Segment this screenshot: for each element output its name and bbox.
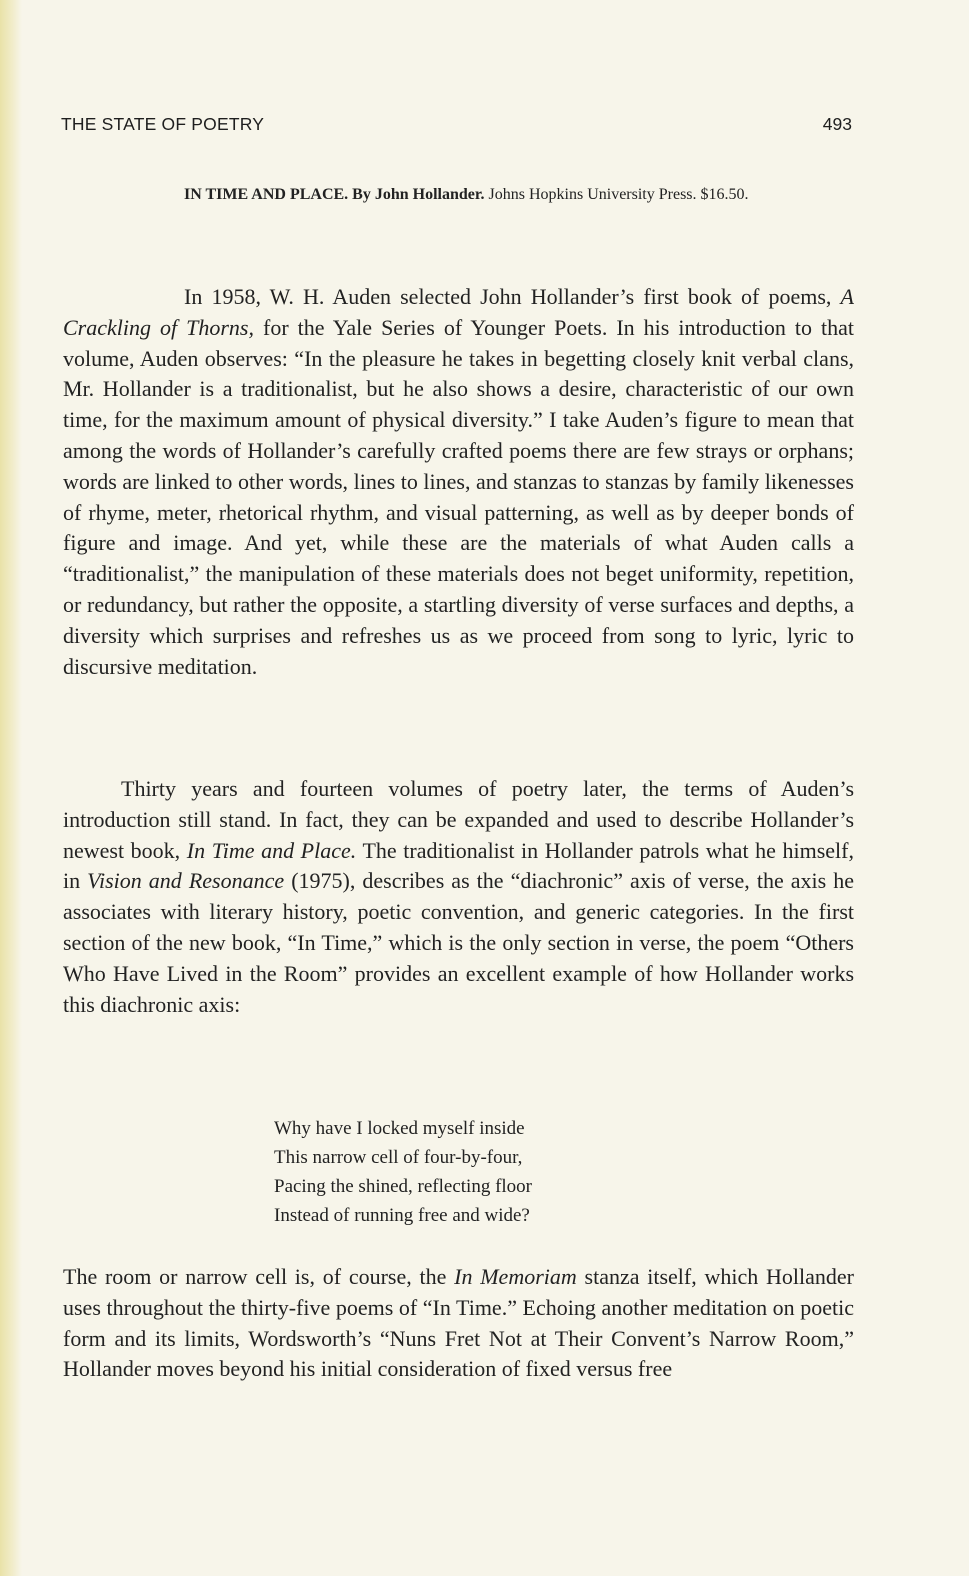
paragraph-text: The traditionalist in Hollander patrols what he himself, in — [63, 837, 854, 894]
book-title-italic: In Time and Place. — [186, 837, 357, 863]
poem-title-italic: In Memoriam — [454, 1264, 577, 1289]
verse-line: Instead of running free and wide? — [274, 1205, 530, 1226]
book-title: IN TIME AND PLACE. — [184, 186, 349, 203]
page-binding-edge — [0, 0, 22, 1576]
paragraph-1 — [63, 282, 854, 682]
book-publisher: Johns Hopkins University Press. $16.50. — [488, 186, 749, 203]
paragraph-text: (1975), describes as the “diachronic” axis of verse, the axis he associates with literary history, poetic convention, and generic categories. In the first section of the new book, “In Time,” which is the only section in verse, the poem “Others Who Have Lived in the Room” provides an excellent example of how Hollander works this diachronic axis: — [63, 868, 854, 1017]
paragraph-text: Thirty years and fourteen volumes of poetry later, the terms of Auden’s introduction still stand. In fact, they can be expanded and used to describe Hollander’s newest book, — [63, 776, 854, 863]
paragraph-3 — [63, 1262, 854, 1385]
book-title-italic: Vision and Resonance — [87, 868, 285, 894]
verse-line: Pacing the shined, reflecting floor — [274, 1176, 533, 1197]
verse-line: Why have I locked myself inside — [274, 1118, 525, 1139]
paragraph-text: The room or narrow cell is, of course, the — [63, 1264, 447, 1289]
paragraph-text: for the Yale Series of Younger Poets. In his introduction to that volume, Auden observes: “In the pleasure he takes in begetting closely knit verbal clans, Mr. Hollander is a traditionalist, but he also shows a desire, characteristic of our own time, for the maximum amount of physical diversity.” I take Auden’s figure to mean that among the words of Hollander’s carefully crafted poems there are few strays or orphans; words are linked to other words, lines to lines, and stanzas to stanzas by family likenesses of rhyme, meter, rhetorical rhythm, and visual patterning, as well as by deeper bonds of figure and image. And yet, while these are the materials of what Auden calls a “traditionalist,” the manipulation of these materials does not beget uniformity, repetition, or redundancy, but rather the opposite, a startling diversity of verse surfaces and depths, a diversity which surprises and refreshes us as we proceed from song to lyric, lyric to discursive meditation. — [63, 314, 855, 679]
paragraph-text: stanza itself, which Hollander uses throughout the thirty-five poems of “In Time.” Echoing another meditation on poetic form and its limits, Wordsworth’s “Nuns Fret Not at Their Convent’s Narrow Room,” Hollander moves beyond his initial consideration of fixed versus free — [63, 1264, 854, 1382]
verse-line: This narrow cell of four-by-four, — [274, 1147, 523, 1168]
paragraph-text: In 1958, W. H. Auden selected John Hollander’s first book of poems, — [184, 284, 832, 309]
book-author: By John Hollander. — [352, 186, 485, 203]
paragraph-2 — [63, 774, 854, 1020]
book-title-italic: A Crackling of Thorns, — [63, 284, 854, 340]
page-number: 493 — [822, 114, 852, 134]
review-heading — [184, 184, 856, 206]
verse-quotation — [274, 1114, 532, 1230]
running-head: THE STATE OF POETRY — [61, 114, 265, 134]
